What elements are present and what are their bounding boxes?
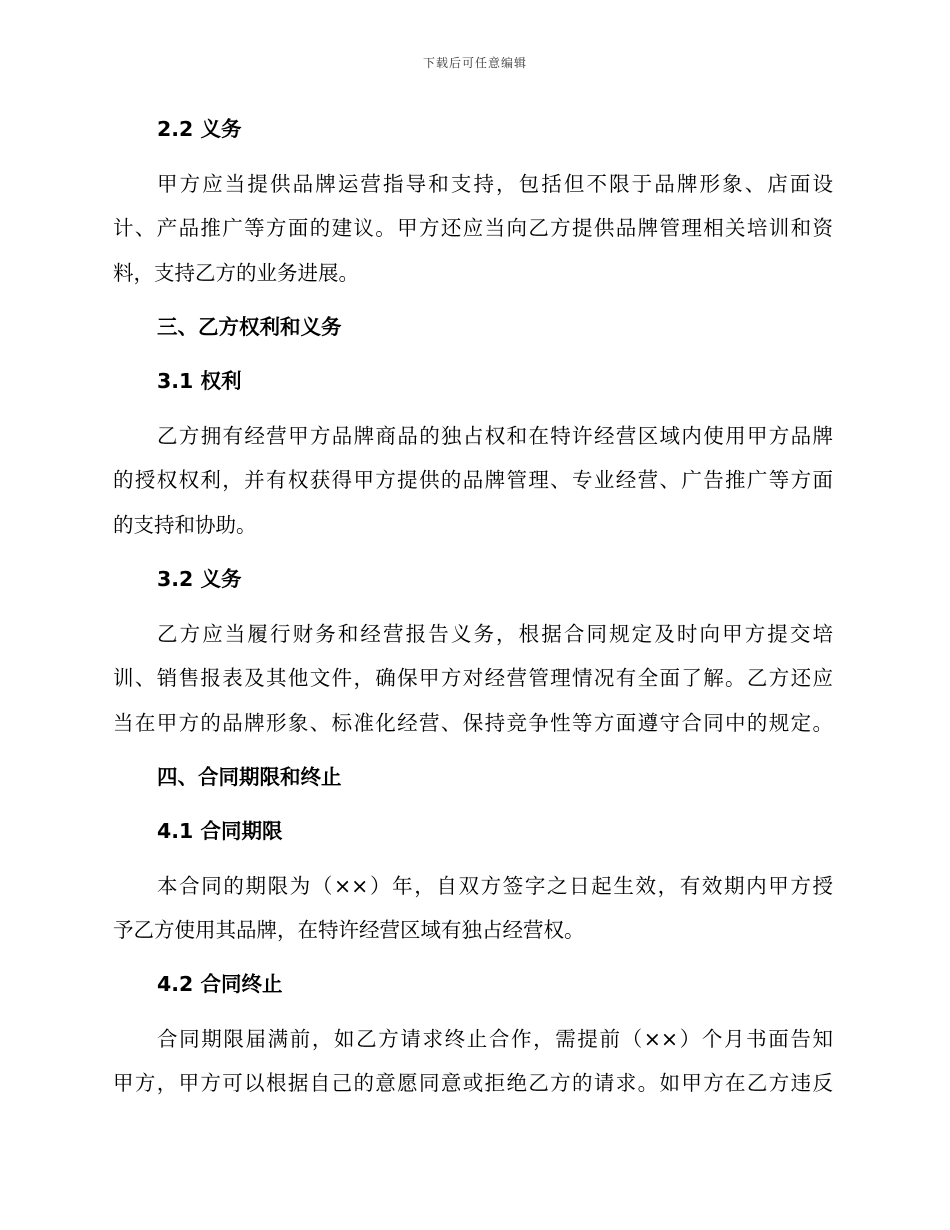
paragraph-line: 本合同的期限为（××）年，自双方签字之日起生效，有效期内甲方授 — [157, 874, 833, 898]
paragraph-line: 乙方拥有经营甲方品牌商品的独占权和在特许经营区域内使用甲方品牌 — [157, 424, 833, 448]
paragraph-line: 的支持和协助。 — [113, 513, 257, 537]
chapter-heading-4: 四、合同期限和终止 — [157, 765, 342, 789]
section-heading-4-1: 4.1 合同期限 — [157, 819, 283, 843]
chapter-heading-3: 三、乙方权利和义务 — [157, 315, 342, 339]
section-heading-4-2: 4.2 合同终止 — [157, 972, 283, 996]
paragraph-line: 的授权权利，并有权获得甲方提供的品牌管理、专业经营、广告推广等方面 — [113, 468, 833, 492]
paragraph-line: 予乙方使用其品牌，在特许经营区域有独占经营权。 — [113, 918, 585, 942]
page-header: 下载后可任意编辑 — [422, 56, 527, 70]
paragraph-line: 甲方，甲方可以根据自己的意愿同意或拒绝乙方的请求。如甲方在乙方违反 — [113, 1071, 833, 1095]
paragraph-line: 训、销售报表及其他文件，确保甲方对经营管理情况有全面了解。乙方还应 — [113, 666, 833, 690]
section-heading-2-2: 2.2 义务 — [157, 117, 242, 141]
paragraph-line: 计、产品推广等方面的建议。甲方还应当向乙方提供品牌管理相关培训和资 — [113, 216, 833, 240]
paragraph-line: 当在甲方的品牌形象、标准化经营、保持竞争性等方面遵守合同中的规定。 — [113, 711, 833, 735]
paragraph-line: 乙方应当履行财务和经营报告义务，根据合同规定及时向甲方提交培 — [157, 622, 833, 646]
paragraph-line: 甲方应当提供品牌运营指导和支持，包括但不限于品牌形象、店面设 — [157, 172, 833, 196]
section-heading-3-1: 3.1 权利 — [157, 369, 242, 393]
paragraph-line: 合同期限届满前，如乙方请求终止合作，需提前（××）个月书面告知 — [157, 1027, 833, 1051]
paragraph-line: 料，支持乙方的业务进展。 — [113, 261, 359, 285]
section-heading-3-2: 3.2 义务 — [157, 567, 242, 591]
